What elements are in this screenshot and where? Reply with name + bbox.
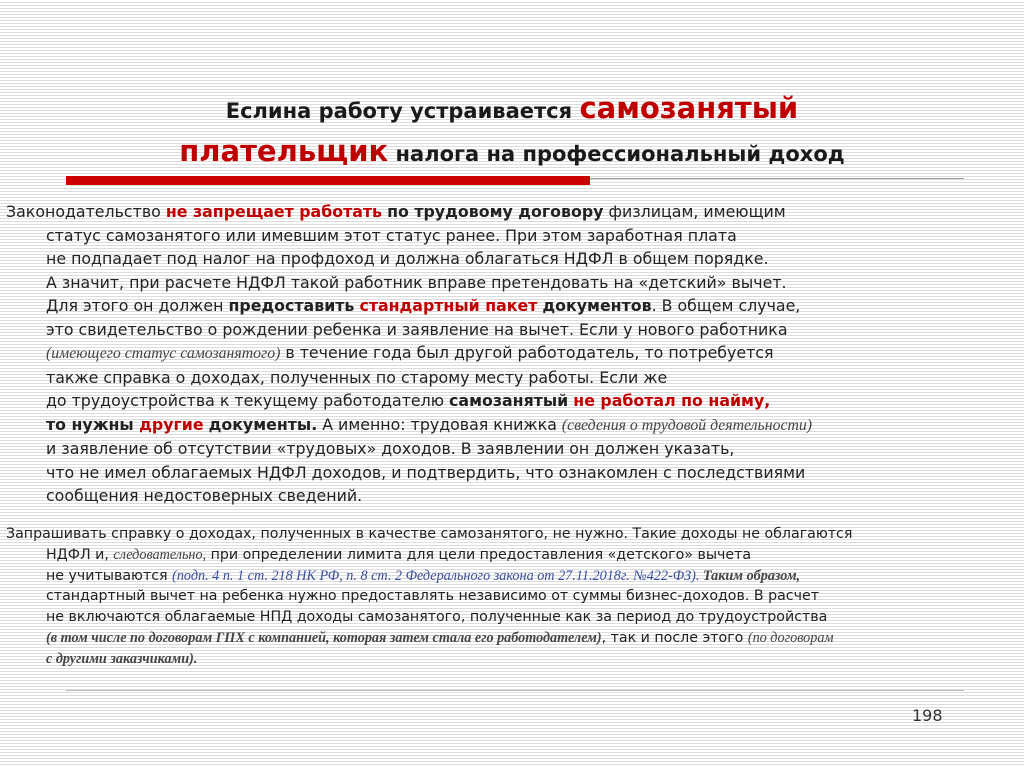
text-run: до трудоустройства к текущему работодателю: [46, 391, 450, 410]
text-run: документы.: [208, 414, 318, 434]
paragraph-2: [6, 524, 1016, 670]
title-highlight: самозанятый: [579, 91, 799, 125]
title-text: налога на профессиональный доход: [388, 142, 845, 166]
text-run: не включаются облагаемые НПД доходы самозанятого, полученные как за период до трудоустройства: [46, 609, 828, 626]
text-run: при определении лимита для цели предоставления «детского» вычета: [206, 546, 752, 563]
title-text: Еслина работу устраивается: [225, 99, 580, 123]
text-run: с другими заказчиками).: [46, 650, 198, 667]
text-run: то нужны: [46, 414, 140, 434]
footer-divider: [66, 690, 964, 691]
title-line-2: [70, 131, 954, 174]
title-highlight: плательщик: [179, 134, 389, 168]
text-run: следовательно,: [113, 546, 207, 563]
paragraph-1: [6, 200, 1016, 508]
paragraph-line: [6, 524, 1016, 545]
slide-title: [70, 88, 954, 174]
title-underline-red: [66, 176, 590, 185]
text-run: стандартный пакет: [359, 296, 538, 315]
paragraph-line: [6, 318, 1016, 342]
text-run: А именно: трудовая книжка: [317, 414, 562, 434]
paragraph-line: [6, 341, 1016, 366]
text-run: сообщения недостоверных сведений.: [46, 486, 363, 505]
text-run: самозанятый: [449, 391, 569, 410]
text-run: не запрещает работать: [165, 202, 383, 221]
text-run: . В общем случае,: [651, 296, 801, 315]
text-run: предоставить: [228, 296, 355, 315]
paragraph-line: [6, 545, 1016, 566]
title-underline-grey: [590, 178, 964, 179]
text-run: физлицам, имеющим: [603, 202, 786, 221]
text-run: не подпадает под налог на профдоход и должна облагаться НДФЛ в общем порядке.: [46, 249, 769, 268]
paragraph-line: [6, 247, 1016, 271]
paragraph-line: [6, 413, 1016, 438]
text-run: А значит, при расчете НДФЛ такой работник вправе претендовать на «детский» вычет.: [46, 272, 787, 292]
text-run: что не имел облагаемых НДФЛ доходов, и подтвердить, что ознакомлен с последствиями: [46, 462, 806, 482]
paragraph-line: [6, 628, 1016, 649]
text-run: Запрашивать справку о доходах, полученных в качестве самозанятого, не нужно. Такие доходы не облагаются: [6, 526, 853, 542]
text-run: документов: [542, 296, 652, 315]
text-run: , так и после этого: [601, 629, 748, 646]
text-run: также справка о доходах, полученных по старому месту работы. Если же: [46, 367, 668, 387]
text-run: не учитываются: [46, 567, 173, 584]
paragraph-line: [6, 461, 1016, 485]
paragraph-line: [6, 200, 1016, 224]
paragraph-line: [6, 484, 1016, 508]
text-run: (в том числе по договорам ГПХ с компанией, которая затем стала его работодателем): [46, 629, 602, 646]
text-run: по трудовому договору: [387, 202, 604, 221]
text-run: (по договорам: [747, 629, 834, 646]
paragraph-line: [6, 294, 1016, 318]
paragraph-line: [6, 437, 1016, 461]
paragraph-line: [6, 607, 1016, 628]
paragraph-line: [6, 366, 1016, 390]
paragraph-line: [6, 389, 1016, 413]
text-run: НДФЛ и,: [46, 546, 114, 563]
page-number: 198: [912, 706, 943, 725]
paragraph-line: [6, 586, 1016, 607]
text-run: (подп. 4 п. 1 ст. 218 НК РФ, п. 8 ст. 2 Федерального закона от 27.11.2018г. №422-ФЗ).: [172, 567, 700, 584]
text-run: другие: [139, 414, 204, 434]
text-run: Законодательство: [6, 202, 166, 221]
text-run: это свидетельство о рождении ребенка и заявление на вычет. Если у нового работника: [46, 319, 788, 339]
paragraph-line: [6, 224, 1016, 248]
text-run: и заявление об отсутствии «трудовых» доходов. В заявлении он должен указать,: [46, 439, 735, 458]
text-run: статус самозанятого или имевшим этот статус ранее. При этом заработная плата: [46, 225, 737, 245]
text-run: в течение года был другой работодатель, то потребуется: [280, 343, 774, 362]
text-run: (сведения о трудовой деятельности): [561, 416, 813, 434]
text-run: (имеющего статус самозанятого): [46, 345, 281, 362]
text-run: Таким образом,: [699, 567, 801, 584]
title-line-1: [70, 88, 954, 131]
text-run: стандартный вычет на ребенка нужно предоставлять независимо от суммы бизнес-доходов. В расчет: [46, 588, 819, 605]
paragraph-line: [6, 566, 1016, 587]
text-run: не работал по найму,: [573, 391, 771, 410]
paragraph-line: [6, 271, 1016, 295]
paragraph-line: [6, 649, 1016, 670]
text-run: Для этого он должен: [46, 296, 229, 315]
